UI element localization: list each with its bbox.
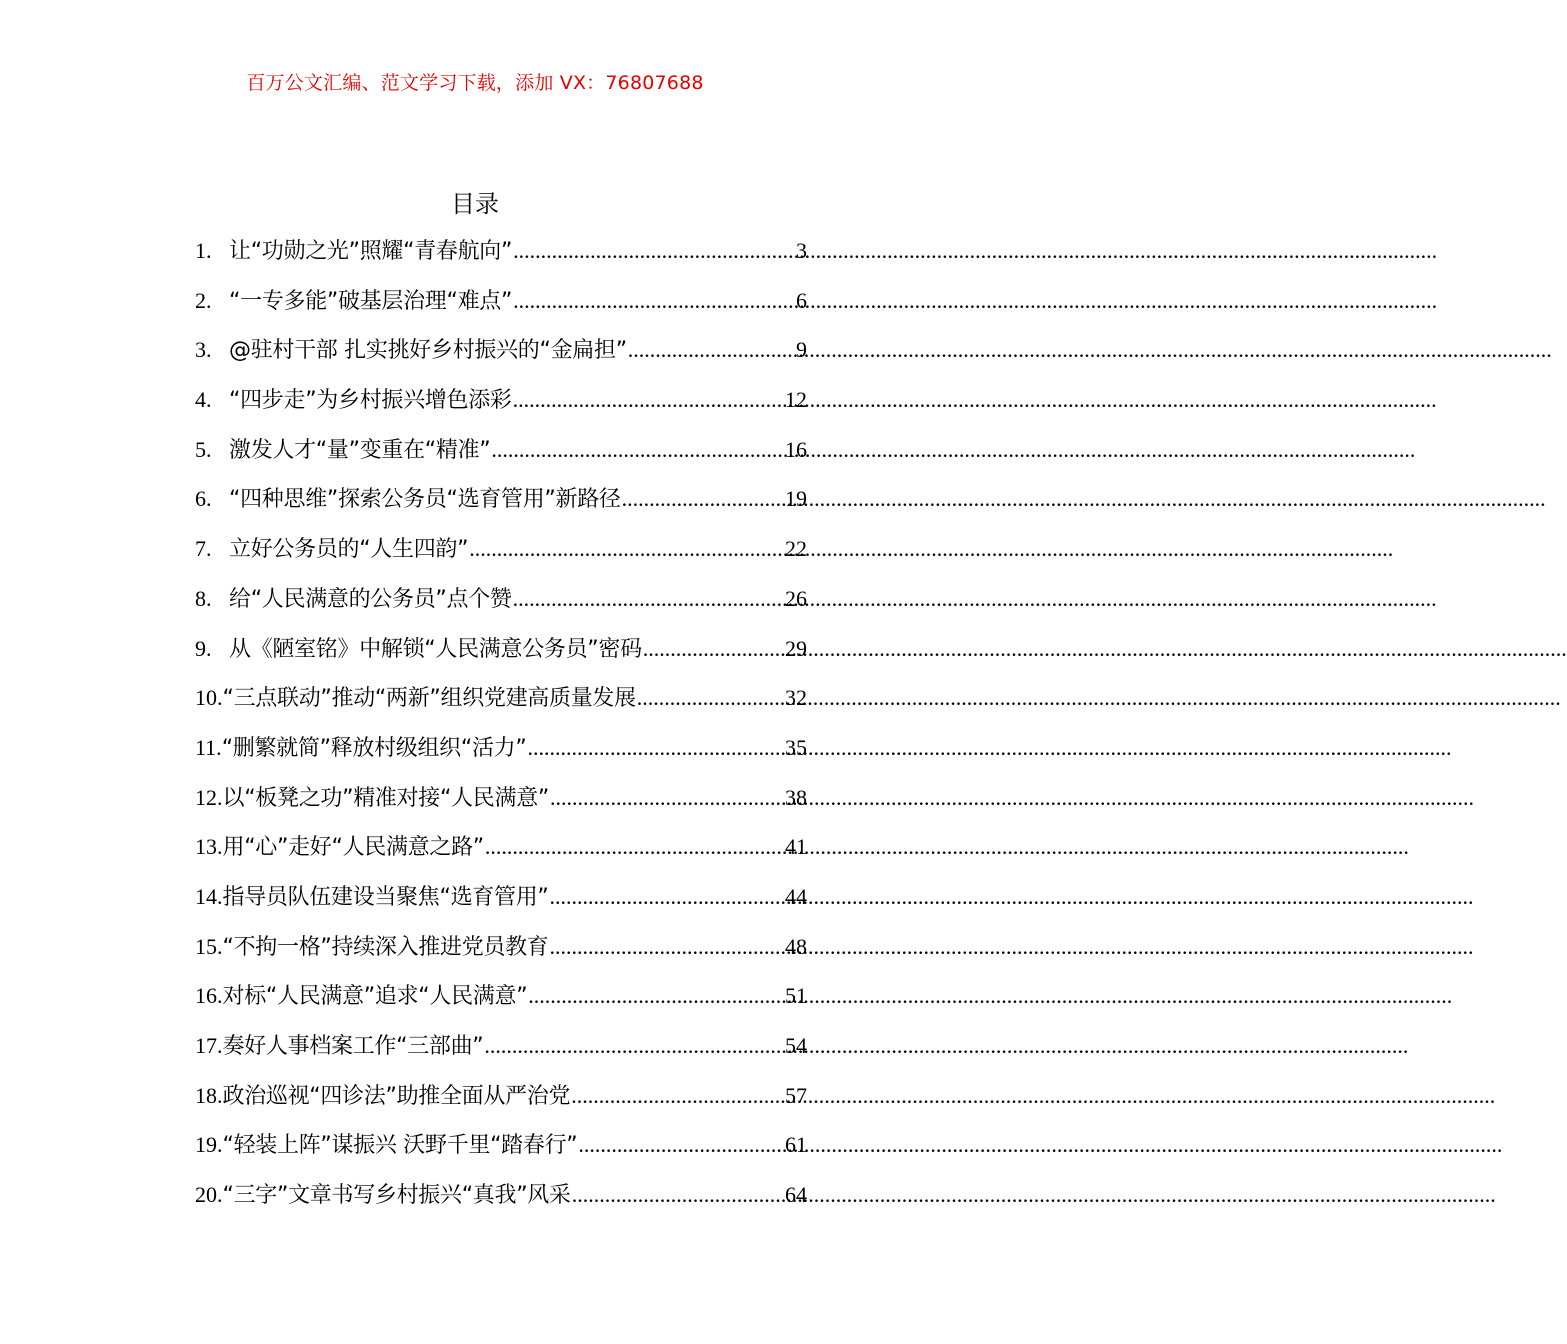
toc-entry-page: 57: [785, 1082, 807, 1108]
toc-entry-title: 指导员队伍建设当聚焦“选育管用”: [222, 884, 549, 910]
toc-entry-title: 用“心”走好“人民满意之路”: [222, 835, 484, 861]
toc-entry[interactable]: [195, 474, 807, 524]
toc-entry-page: 54: [785, 1033, 807, 1058]
toc-entry-number: 13.: [195, 834, 223, 860]
toc-entry-number: 16.: [195, 983, 223, 1009]
toc-entry-number: 6.: [195, 486, 212, 512]
toc-entry[interactable]: [195, 624, 807, 674]
toc-entry[interactable]: [195, 872, 807, 922]
toc-entry-title: @驻村干部 扎实挑好乡村振兴的“金扁担”: [229, 338, 627, 364]
toc-entry-title: 立好公务员的“人生四韵”: [229, 537, 469, 563]
toc-entry[interactable]: [195, 971, 807, 1021]
toc-entry-page: 29: [785, 635, 807, 661]
toc-title: 目录: [451, 190, 499, 218]
toc-entry-page: 41: [785, 834, 807, 860]
toc-dot-leader: [622, 474, 784, 524]
toc-dot-leader: [550, 922, 785, 972]
toc-entry[interactable]: [195, 723, 807, 773]
toc-dot-leader: [527, 723, 784, 773]
toc-entry-page: 64: [785, 1182, 807, 1208]
toc-dot-leader: [628, 325, 795, 375]
toc-entry-number: 17.: [195, 1033, 223, 1058]
toc-dot-leader: [528, 971, 784, 1021]
toc-entry-number: 12.: [195, 784, 223, 810]
toc-entry[interactable]: [195, 773, 807, 823]
toc-entry[interactable]: [195, 673, 807, 723]
toc-dot-leader: [550, 872, 785, 922]
toc-entry[interactable]: [195, 1170, 807, 1220]
toc-entry-page: 61: [785, 1132, 807, 1158]
toc-entry-title: 让“功勋之光”照耀“青春航向”: [229, 239, 513, 264]
toc-entry-number: 5.: [195, 436, 212, 462]
toc-entry-title: “轻装上阵”谋振兴 沃野千里“踏春行”: [222, 1133, 578, 1159]
toc-entry-number: 4.: [195, 387, 212, 413]
toc-entry-page: 48: [785, 933, 807, 959]
toc-entry[interactable]: [195, 1071, 807, 1121]
toc-dot-leader: [485, 822, 784, 872]
toc-entry-page: 3: [796, 238, 807, 263]
toc-entry[interactable]: [195, 325, 807, 375]
toc-dot-leader: [513, 375, 784, 425]
toc-entry-page: 9: [796, 337, 807, 363]
toc-entry-title: 对标“人民满意”追求“人民满意”: [222, 984, 528, 1010]
toc-entry-number: 18.: [195, 1082, 223, 1108]
toc-entry[interactable]: [195, 574, 807, 624]
toc-entry-number: 1.: [195, 238, 212, 263]
toc-dot-leader: [513, 276, 795, 326]
toc-entry[interactable]: [195, 822, 807, 872]
toc-entry[interactable]: [195, 922, 807, 972]
toc-dot-leader: [572, 1170, 784, 1220]
toc-entry-page: 22: [785, 536, 807, 562]
toc-entry-page: 19: [785, 486, 807, 512]
header-contact-note: 百万公文汇编、范文学习下载，添加 VX：76807688: [246, 72, 704, 94]
toc-entry-title: “删繁就简”释放村级组织“活力”: [221, 735, 527, 761]
toc-entry-number: 7.: [195, 536, 212, 562]
toc-entry-page: 32: [785, 685, 807, 711]
toc-entry-number: 3.: [195, 337, 212, 363]
toc-entry-title: 政治巡视“四诊法”助推全面从严治党: [222, 1083, 571, 1109]
toc-entry-title: 从《陋室铭》中解锁“人民满意公务员”密码: [229, 636, 642, 662]
toc-dot-leader: [491, 425, 784, 475]
toc-entry-page: 38: [785, 784, 807, 810]
toc-entry-page: 12: [785, 387, 807, 413]
toc-entry-number: 19.: [195, 1132, 223, 1158]
toc-dot-leader: [513, 226, 795, 276]
toc-dot-leader: [578, 1120, 784, 1170]
toc-entry[interactable]: [195, 276, 807, 326]
toc-entry-page: 16: [785, 436, 807, 462]
toc-entry-title: “三字”文章书写乡村振兴“真我”风采: [222, 1183, 571, 1209]
toc-entry-number: 2.: [195, 287, 212, 313]
toc-dot-leader: [550, 773, 784, 823]
toc-entry-title: 奏好人事档案工作“三部曲”: [222, 1034, 484, 1059]
toc-entry-title: “四步走”为乡村振兴增色添彩: [229, 388, 512, 414]
toc-dot-leader: [513, 574, 784, 624]
table-of-contents: [195, 226, 807, 1220]
toc-dot-leader: [571, 1071, 784, 1121]
toc-dot-leader: [469, 524, 784, 574]
toc-entry-title: “四种思维”探索公务员“选育管用”新路径: [229, 487, 621, 513]
toc-entry[interactable]: [195, 425, 807, 475]
toc-entry-page: 51: [785, 983, 807, 1009]
toc-entry-title: 以“板凳之功”精准对接“人民满意”: [222, 785, 549, 811]
toc-entry[interactable]: [195, 1021, 807, 1071]
toc-entry-number: 14.: [195, 883, 223, 909]
toc-entry-title: “三点联动”推动“两新”组织党建高质量发展: [222, 686, 636, 712]
toc-entry-title: 激发人才“量”变重在“精准”: [229, 437, 491, 463]
toc-entry-number: 10.: [195, 685, 223, 711]
toc-entry-number: 15.: [195, 933, 223, 959]
toc-entry-page: 44: [785, 883, 807, 909]
toc-entry[interactable]: [195, 226, 807, 276]
toc-dot-leader: [637, 673, 784, 723]
toc-entry[interactable]: [195, 1120, 807, 1170]
toc-entry-title: 给“人民满意的公务员”点个赞: [229, 586, 512, 612]
toc-entry-title: “不拘一格”持续深入推进党员教育: [222, 934, 549, 960]
toc-entry[interactable]: [195, 524, 807, 574]
toc-entry-title: “一专多能”破基层治理“难点”: [229, 288, 513, 314]
toc-entry-number: 11.: [195, 734, 222, 760]
toc-entry-page: 6: [796, 287, 807, 313]
toc-dot-leader: [643, 624, 784, 674]
toc-dot-leader: [484, 1021, 784, 1071]
toc-entry-page: 26: [785, 585, 807, 611]
toc-entry-number: 9.: [195, 635, 212, 661]
toc-entry-number: 8.: [195, 585, 212, 611]
toc-entry-page: 35: [785, 734, 807, 760]
toc-entry-number: 20.: [195, 1182, 223, 1208]
toc-entry[interactable]: [195, 375, 807, 425]
